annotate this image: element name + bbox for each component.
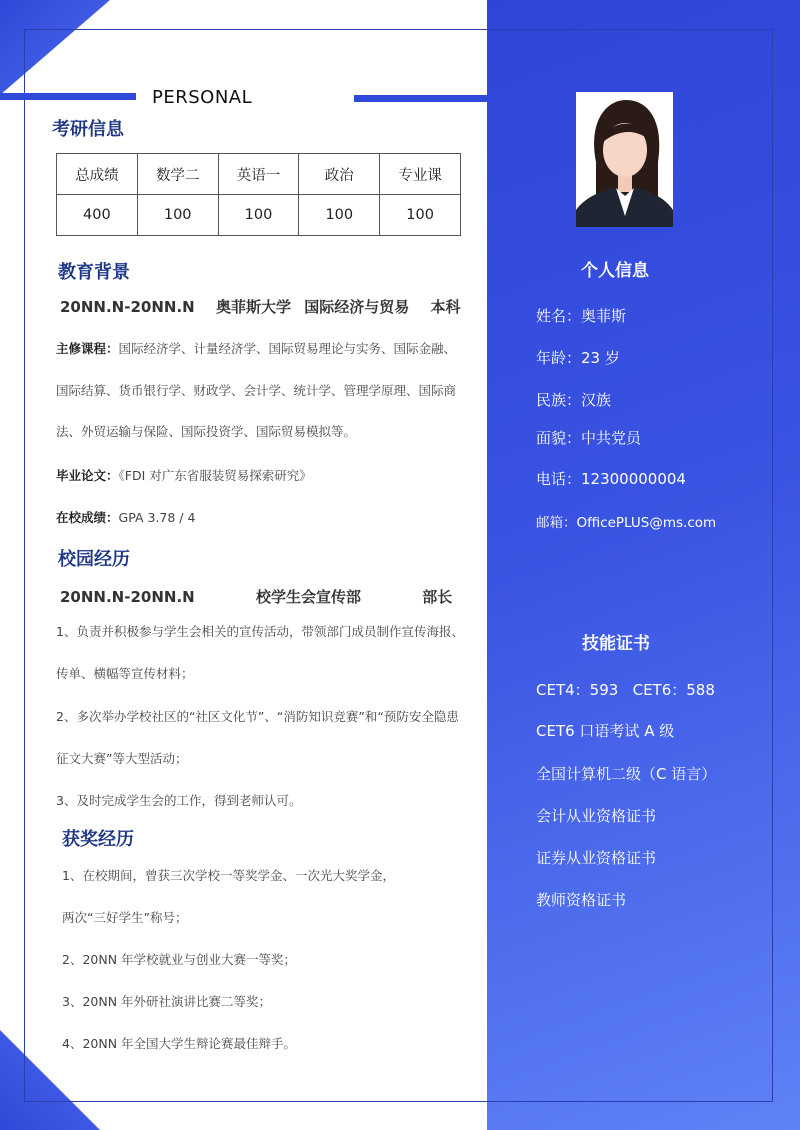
courses-text: 国际经济学、计量经济学、国际贸易理论与实务、国际金融、国际结算、货币银行学、财政学、会计学、统计学、管理学原理、国际商法、外贸运输与保险、国际投资学、国际贸易模拟等。 (56, 341, 457, 439)
section-title-personal-info: 个人信息 (581, 261, 649, 281)
education-school: 奥菲斯大学 (215, 298, 291, 316)
education-major: 国际经济与贸易 (304, 298, 410, 316)
table-cell: 100 (380, 195, 461, 236)
personal-info-political: 面貌：中共党员 (536, 429, 642, 447)
table-header-cell: 政治 (299, 154, 380, 195)
award-item: 2、20NN 年学校就业与创业大赛一等奖； (62, 952, 297, 967)
campus-summary (60, 586, 452, 607)
award-item: 3、20NN 年外研社演讲比赛二等奖； (62, 994, 272, 1009)
skill-item: 教师资格证书 (536, 891, 627, 909)
table-cell: 100 (137, 195, 218, 236)
skill-item: CET6 口语考试 A 级 (536, 722, 675, 740)
exam-score-table (56, 153, 461, 236)
personal-label: PERSONAL (152, 87, 253, 108)
header-bar-right (354, 95, 487, 102)
campus-role: 部长 (422, 588, 453, 606)
personal-info-phone: 电话：12300000004 (536, 470, 686, 488)
table-header-cell: 专业课 (380, 154, 461, 195)
personal-info-email: 邮箱：OfficePLUS@ms.com (536, 515, 717, 531)
thesis-label: 毕业论文： (56, 468, 119, 483)
gpa-label: 在校成绩： (56, 510, 119, 525)
skill-item: 证券从业资格证书 (536, 849, 657, 867)
award-item: 两次“三好学生”称号； (62, 910, 188, 925)
campus-period: 20NN.N-20NN.N (60, 588, 195, 606)
campus-org: 校学生会宣传部 (255, 588, 361, 606)
avatar-portrait-icon (576, 92, 673, 227)
campus-item: 3、及时完成学生会的工作，得到老师认可。 (56, 793, 302, 808)
education-gpa (56, 508, 195, 526)
corner-decoration-top-left (0, 0, 110, 95)
section-title-skills: 技能证书 (582, 634, 650, 654)
personal-info-ethnicity: 民族：汉族 (536, 391, 612, 409)
section-title-exam: 考研信息 (52, 119, 124, 140)
table-row (57, 154, 461, 195)
table-header-cell: 英语一 (218, 154, 299, 195)
table-cell: 100 (299, 195, 380, 236)
section-title-education: 教育背景 (58, 262, 130, 283)
personal-info-age: 年龄：23 岁 (536, 349, 620, 367)
table-header-cell: 数学二 (137, 154, 218, 195)
table-cell: 400 (57, 195, 138, 236)
section-title-campus: 校园经历 (58, 549, 130, 570)
award-item: 1、在校期间，曾获三次学校一等奖学金、一次光大奖学金， (62, 868, 395, 883)
skill-item: 全国计算机二级（C 语言） (536, 765, 717, 783)
avatar (576, 92, 673, 227)
courses-label: 主修课程： (56, 341, 119, 356)
skill-item: 会计从业资格证书 (536, 807, 657, 825)
table-row (57, 195, 461, 236)
table-header-cell: 总成绩 (57, 154, 138, 195)
education-thesis (56, 466, 312, 484)
campus-item: 2、多次举办学校社区的“社区文化节”、“消防知识竞赛”和“预防安全隐患征文大赛”等大型活动； (56, 709, 459, 766)
header-bar-left (0, 93, 136, 100)
skill-item: CET4：593 CET6：588 (536, 681, 715, 699)
education-period: 20NN.N-20NN.N (60, 298, 195, 316)
thesis-text: 《FDI 对广东省服装贸易探索研究》 (118, 468, 312, 483)
table-cell: 100 (218, 195, 299, 236)
campus-item: 1、负责并积极参与学生会相关的宣传活动，带领部门成员制作宣传海报、传单、横幅等宣传材料； (56, 624, 464, 681)
gpa-text: GPA 3.78 / 4 (118, 510, 196, 525)
section-title-awards: 获奖经历 (62, 829, 134, 850)
personal-info-name: 姓名：奥菲斯 (536, 307, 627, 325)
award-item: 4、20NN 年全国大学生辩论赛最佳辩手。 (62, 1036, 297, 1051)
education-courses (56, 328, 468, 453)
education-summary (60, 296, 460, 317)
education-degree: 本科 (430, 298, 461, 316)
